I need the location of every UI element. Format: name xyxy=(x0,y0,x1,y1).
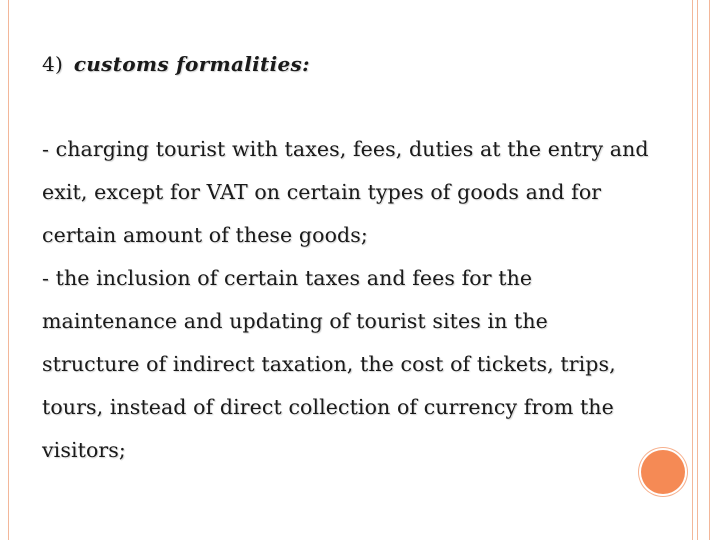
heading-title: customs formalities: xyxy=(73,52,310,76)
slide-heading xyxy=(42,46,652,82)
decorative-circle xyxy=(641,450,685,494)
bullet-paragraph-1: - charging tourist with taxes, fees, duties at the entry and exit, except for VAT on certain types of goods and for certain amount of these goods; xyxy=(42,137,649,247)
bullet-paragraph-2: - the inclusion of certain taxes and fees for the maintenance and updating of tourist sites in the structure of indirect taxation, the cost of tickets, trips, tours, instead of direct collection of currency from the visitors; xyxy=(42,266,616,462)
heading-number: 4) xyxy=(42,52,64,76)
slide-content xyxy=(42,46,652,472)
right-decorative-band xyxy=(692,0,710,540)
